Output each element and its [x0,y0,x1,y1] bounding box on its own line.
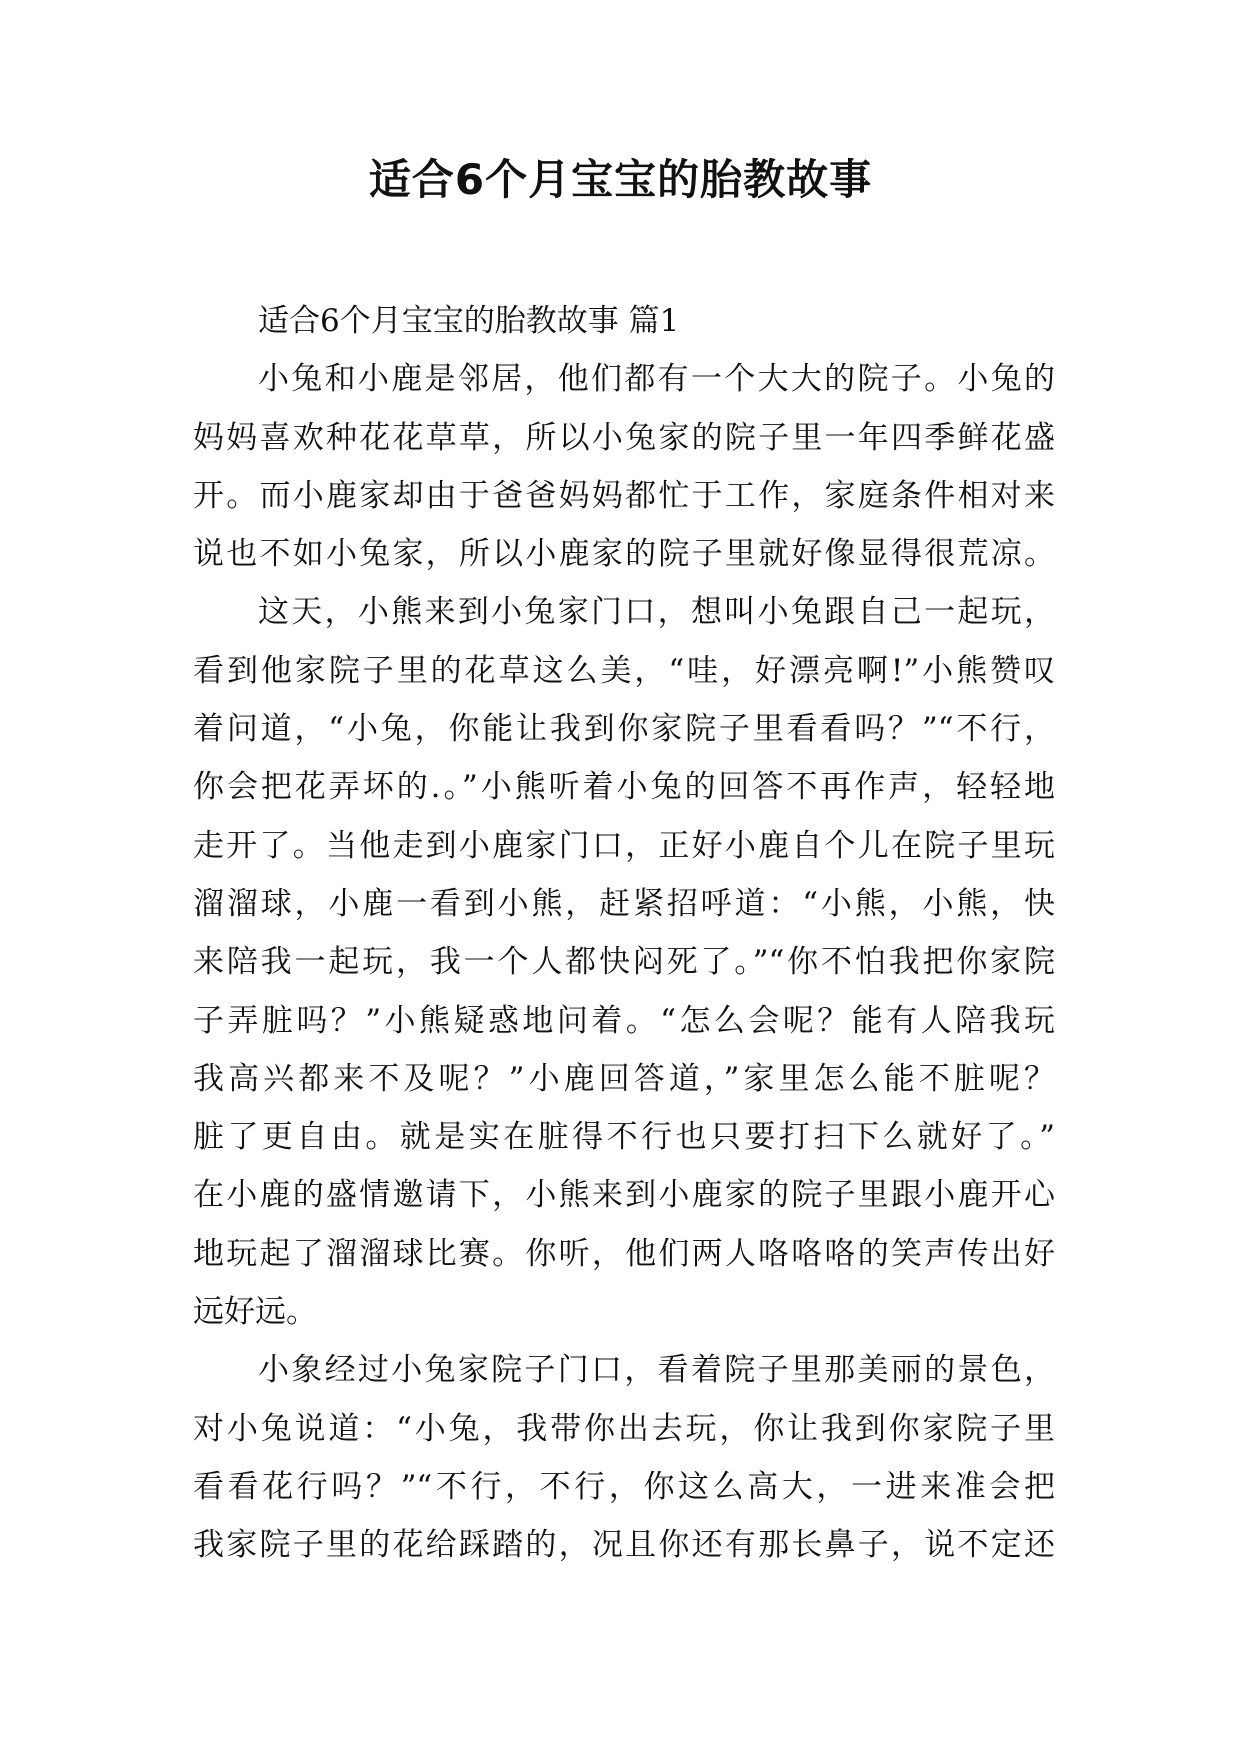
document-title: 适合6个月宝宝的胎教故事 [368,155,873,204]
section-heading: 适合6个月宝宝的胎教故事 篇1 [258,303,680,339]
paragraph-line: 地玩起了溜溜球比赛。你听，他们两人咯咯咯的笑声传出好 [193,1235,1055,1272]
paragraph-line: 远好远。 [193,1294,317,1331]
paragraph-line: 走开了。当他走到小鹿家门口，正好小鹿自个儿在院子里玩 [193,827,1055,864]
paragraph-line: 看看花行吗？”“不行，不行，你这么高大，一进来准会把 [193,1468,1055,1505]
paragraph-line: 妈妈喜欢种花花草草，所以小兔家的院子里一年四季鲜花盛 [193,419,1055,456]
paragraph-line: 我高兴都来不及呢？”小鹿回答道，”家里怎么能不脏呢？ [193,1060,1055,1097]
paragraph-line: 你会把花弄坏的.。”小熊听着小兔的回答不再作声，轻轻地 [193,769,1055,806]
paragraph-line: 小兔和小鹿是邻居，他们都有一个大大的院子。小兔的 [258,361,1055,398]
paragraph-line: 我家院子里的花给踩踏的，况且你还有那长鼻子，说不定还 [193,1527,1055,1564]
paragraph-line: 说也不如小兔家，所以小鹿家的院子里就好像显得很荒凉。 [193,536,1055,573]
paragraph-line: 着问道，“小兔，你能让我到你家院子里看看吗？”“不行， [193,711,1055,748]
paragraph-line: 看到他家院子里的花草这么美，“哇，好漂亮啊!”小熊赞叹 [193,652,1055,689]
document-body [193,292,1055,1575]
paragraph-line: 子弄脏吗？”小熊疑惑地问着。“怎么会呢？能有人陪我玩 [193,1002,1055,1039]
paragraph-line: 溜溜球，小鹿一看到小熊，赶紧招呼道：“小熊，小熊，快 [193,885,1055,922]
paragraph-line: 来陪我一起玩，我一个人都快闷死了。”“你不怕我把你家院 [193,944,1055,981]
paragraph-line: 脏了更自由。就是实在脏得不行也只要打扫下么就好了。” [193,1119,1055,1156]
paragraph-line: 对小兔说道：“小兔，我带你出去玩，你让我到你家院子里 [193,1410,1055,1447]
paragraph-line: 这天，小熊来到小兔家门口，想叫小兔跟自己一起玩， [258,594,1055,631]
paragraph-line: 小象经过小兔家院子门口，看着院子里那美丽的景色， [258,1352,1055,1389]
paragraph-line: 在小鹿的盛情邀请下，小熊来到小鹿家的院子里跟小鹿开心 [193,1177,1055,1214]
paragraph-line: 开。而小鹿家却由于爸爸妈妈都忙于工作，家庭条件相对来 [193,477,1055,514]
